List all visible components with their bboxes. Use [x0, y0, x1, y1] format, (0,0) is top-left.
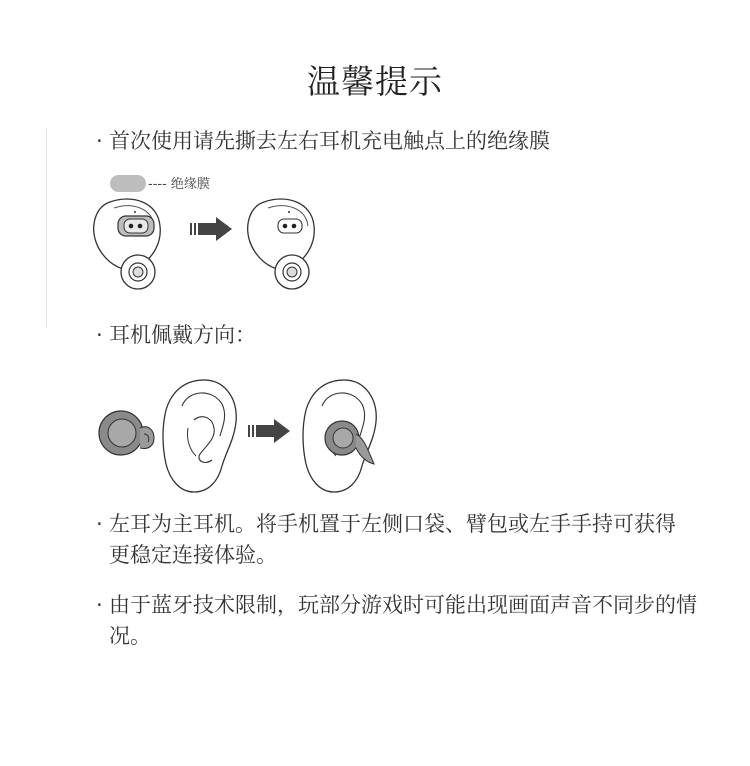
earbud-with-film-illustration — [92, 196, 172, 296]
arrow-right-icon — [190, 215, 234, 243]
earbud-without-film-illustration — [246, 196, 326, 296]
page-title: 温馨提示 — [307, 62, 443, 101]
bullet-dot: · — [96, 323, 103, 347]
tip-item — [96, 320, 709, 351]
insulation-film-swatch — [110, 174, 150, 194]
ear-with-earbud-illustration — [300, 376, 382, 496]
bullet-dot: · — [96, 512, 103, 536]
tip-text: 由于蓝牙技术限制，玩部分游戏时可能出现画面声音不同步的情况。 — [109, 593, 697, 648]
bullet-dot: · — [96, 129, 103, 153]
tip-item — [96, 126, 709, 157]
earbud-side-illustration — [96, 406, 160, 462]
tip-text: 左耳为主耳机。将手机置于左侧口袋、臂包或左手手持可获得更稳定连接体验。 — [109, 512, 676, 567]
tip-item — [96, 509, 684, 571]
film-label: ---- 绝缘膜 — [148, 177, 210, 192]
bullet-dot: · — [96, 593, 103, 617]
tip-text: 首次使用请先撕去左右耳机充电触点上的绝缘膜 — [109, 129, 550, 153]
tip-text: 耳机佩戴方向： — [109, 323, 256, 347]
ear-illustration — [160, 376, 240, 496]
tip-item — [96, 590, 701, 652]
page-edge-line — [46, 128, 47, 328]
arrow-right-icon — [248, 417, 292, 445]
